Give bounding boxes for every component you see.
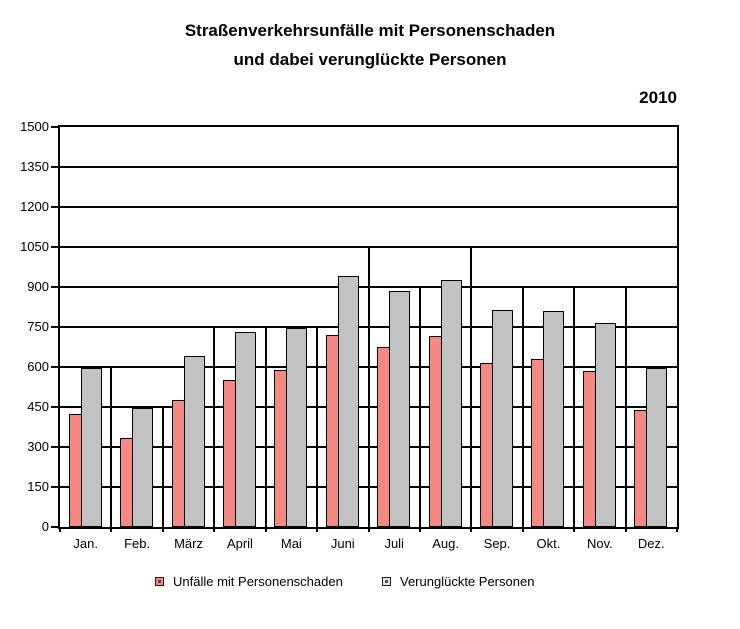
bar-verungl-April [235,332,256,527]
bar-verungl-Nov. [595,323,616,527]
x-axis-tick-8 [470,527,472,532]
x-axis-label-März: März [174,536,203,551]
y-axis-tick-0 [51,526,58,528]
category-separator-5 [316,327,318,527]
y-axis-label-750: 750 [27,319,49,334]
x-axis-tick-9 [522,527,524,532]
y-axis-label-1200: 1200 [20,199,49,214]
x-axis-tick-11 [625,527,627,532]
category-separator-1 [110,367,112,527]
x-axis-label-April: April [226,536,253,551]
category-separator-11 [625,287,627,527]
x-axis-label-Nov.: Nov. [586,536,613,551]
y-axis-tick-900 [51,286,58,288]
x-axis-tick-4 [265,527,267,532]
category-separator-7 [419,287,421,527]
x-axis-label-Dez.: Dez. [637,536,665,551]
bar-verungl-Juli [389,291,410,527]
y-axis-tick-1500 [51,126,58,128]
y-axis-tick-1350 [51,166,58,168]
legend [0,574,740,594]
bar-verungl-Dez. [646,368,667,527]
category-separator-8 [470,247,472,527]
y-axis-label-300: 300 [27,439,49,454]
gridline-1200 [60,206,677,208]
category-separator-10 [573,287,575,527]
bar-verungl-Okt. [543,311,564,527]
legend-marker-unfaelle-icon [155,577,164,586]
x-axis-tick-3 [213,527,215,532]
y-axis-tick-450 [51,406,58,408]
y-axis-label-600: 600 [27,359,49,374]
category-separator-2 [162,407,164,527]
y-axis-label-150: 150 [27,479,49,494]
legend-label-verunglueckte: Verunglückte Personen [400,574,535,589]
bar-verungl-Sep. [492,310,513,527]
y-axis-tick-1050 [51,246,58,248]
x-axis-tick-1 [110,527,112,532]
bar-verungl-Juni [338,276,359,527]
plot-area [60,127,677,527]
category-separator-9 [522,287,524,527]
legend-entry-verunglueckte [382,574,534,589]
y-axis-label-1500: 1500 [20,119,49,134]
x-axis-tick-0 [59,527,61,532]
y-axis-label-0: 0 [41,519,49,534]
chart-title-line1: Straßenverkehrsunfälle mit Personenschaden [184,21,556,40]
x-axis-tick-2 [162,527,164,532]
legend-marker-verunglueckte-icon [382,577,391,586]
x-axis-label-Aug.: Aug. [432,536,459,551]
y-axis-tick-600 [51,366,58,368]
chart-title-line2: und dabei verunglückte Personen [233,50,507,69]
x-axis-tick-10 [573,527,575,532]
category-separator-4 [265,327,267,527]
y-axis-tick-150 [51,486,58,488]
y-axis-label-450: 450 [27,399,49,414]
x-axis-label-Jan.: Jan. [73,536,98,551]
year-label: 2010 [639,88,677,107]
category-separator-6 [368,247,370,527]
x-axis-label-Okt.: Okt. [536,536,561,551]
x-axis-tick-6 [368,527,370,532]
x-axis-tick-5 [316,527,318,532]
legend-label-unfaelle: Unfälle mit Personenschaden [173,574,343,589]
x-axis-label-Feb.: Feb. [124,536,151,551]
y-axis-tick-1200 [51,206,58,208]
y-axis-label-1350: 1350 [20,159,49,174]
y-axis-label-900: 900 [27,279,49,294]
y-axis-tick-300 [51,446,58,448]
x-axis-tick-end [676,527,678,532]
x-axis-label-Mai: Mai [280,536,302,551]
category-separator-3 [213,327,215,527]
x-axis-label-Sep.: Sep. [483,536,511,551]
x-axis-label-Juni: Juni [330,536,355,551]
bar-verungl-Jan. [81,368,102,527]
gridline-1350 [60,166,677,168]
x-axis-tick-7 [419,527,421,532]
bar-verungl-Mai [286,328,307,527]
bar-verungl-Aug. [441,280,462,527]
y-axis-label-1050: 1050 [20,239,49,254]
legend-entry-unfaelle [155,574,343,589]
x-axis-label-Juli: Juli [384,536,404,551]
chart-title [20,16,720,74]
bar-verungl-März [184,356,205,527]
y-axis-tick-750 [51,326,58,328]
bar-verungl-Feb. [132,408,153,527]
